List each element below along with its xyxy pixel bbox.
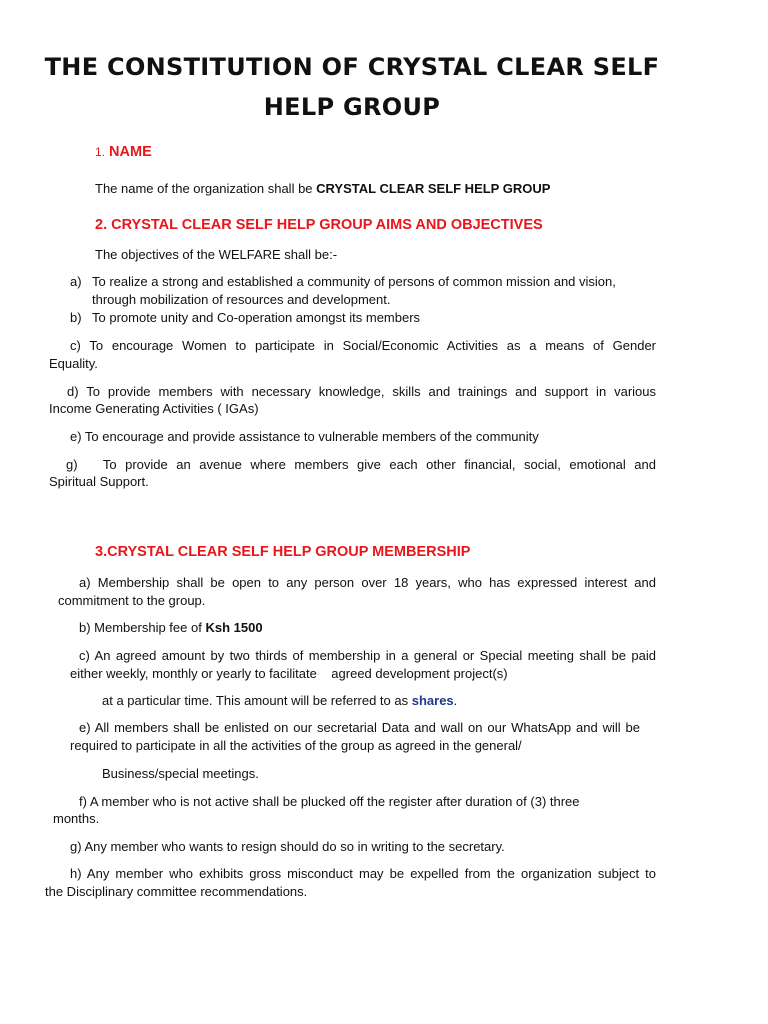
- objective-a-label: a): [70, 274, 82, 289]
- membership-e-line-1: e) All members shall be enlisted on our secretarial Data and wall on our WhatsApp and will be: [79, 720, 640, 735]
- objective-c-line-2: Equality.: [49, 356, 98, 371]
- membership-c-line-3-end: .: [453, 693, 458, 708]
- objective-a-line-1: To realize a strong and established a community of persons of common mission and vision,: [92, 274, 616, 289]
- document-title-line-1: THE CONSTITUTION OF CRYSTAL CLEAR SELF: [44, 53, 660, 81]
- section-1-title: NAME: [105, 144, 152, 160]
- section-2-heading: 2. CRYSTAL CLEAR SELF HELP GROUP AIMS AND OBJECTIVES: [95, 217, 543, 233]
- section-1-body-text: The name of the organization shall be: [95, 181, 317, 196]
- objective-b-line-1: To promote unity and Co-operation amongst its members: [92, 310, 421, 325]
- section-1-heading: [95, 143, 152, 161]
- document-title-line-2: HELP GROUP: [263, 93, 441, 121]
- section-1-body: [95, 180, 550, 198]
- membership-a-line-1: a) Membership shall be open to any person over 18 years, who has expressed interest and: [79, 575, 656, 590]
- membership-a-line-2: commitment to the group.: [58, 593, 206, 608]
- section-3-heading: 3.CRYSTAL CLEAR SELF HELP GROUP MEMBERSHIP: [95, 544, 471, 560]
- section-1-number: 1.: [95, 145, 106, 159]
- objective-e-line-1: e) To encourage and provide assistance to vulnerable members of the community: [70, 429, 539, 444]
- objective-d-line-2: Income Generating Activities ( IGAs): [49, 401, 259, 416]
- membership-fee-amount: Ksh 1500: [205, 620, 263, 635]
- membership-fee-text: b) Membership fee of: [79, 620, 206, 635]
- membership-f-line-1: f) A member who is not active shall be plucked off the register after duration of (3) three: [79, 794, 580, 809]
- objective-g-line-1: g) To provide an avenue where members give each other financial, social, emotional and: [66, 457, 656, 472]
- membership-e-line-3: Business/special meetings.: [102, 766, 259, 781]
- objective-b-label: b): [70, 310, 82, 325]
- objective-c-line-1: c) To encourage Women to participate in Social/Economic Activities as a means of Gender: [70, 338, 656, 353]
- membership-c-line-1: c) An agreed amount by two thirds of membership in a general or Special meeting shall be paid: [79, 648, 656, 663]
- membership-c-line-2: either weekly, monthly or yearly to facilitate agreed development project(s): [70, 666, 508, 681]
- objective-d-line-1: d) To provide members with necessary knowledge, skills and trainings and support in various: [67, 384, 656, 399]
- organization-name: CRYSTAL CLEAR SELF HELP GROUP: [316, 181, 551, 196]
- objective-a-line-2: through mobilization of resources and development.: [92, 292, 391, 307]
- membership-h-line-2: the Disciplinary committee recommendations.: [45, 884, 308, 899]
- membership-g-line-1: g) Any member who wants to resign should do so in writing to the secretary.: [70, 839, 505, 854]
- objectives-intro: The objectives of the WELFARE shall be:-: [95, 247, 338, 262]
- membership-c-line-3: [102, 692, 457, 710]
- membership-b-line: [79, 619, 263, 637]
- membership-e-line-2: required to participate in all the activities of the group as agreed in the general/: [70, 738, 522, 753]
- membership-f-line-2: months.: [53, 811, 100, 826]
- shares-term: shares: [411, 693, 454, 708]
- membership-c-line-3-text: at a particular time. This amount will be referred to as: [102, 693, 412, 708]
- membership-h-line-1: h) Any member who exhibits gross misconduct may be expelled from the organization subject to: [70, 866, 656, 881]
- objective-g-line-2: Spiritual Support.: [49, 474, 149, 489]
